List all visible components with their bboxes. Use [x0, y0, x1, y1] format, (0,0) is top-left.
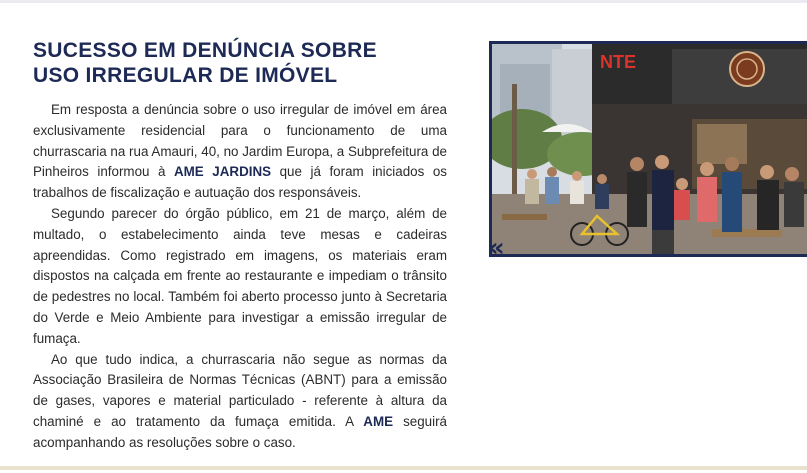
double-chevron-left-icon: « — [488, 233, 505, 263]
article-title-line-2: USO IRREGULAR DE IMÓVEL — [33, 64, 338, 87]
ame-highlight: AME — [363, 413, 394, 429]
article-paragraph-1 — [33, 100, 447, 204]
article-title-line-1: SUCESSO EM DENÚNCIA SOBRE — [33, 39, 377, 62]
article-title — [33, 38, 463, 88]
gallery-photo[interactable] — [489, 41, 807, 257]
paragraph-text: que já foram iniciados os trabalhos de fiscalização e autuação dos responsáveis. — [33, 164, 447, 201]
article-paragraph-3 — [33, 350, 447, 454]
restaurant-sign: NTE — [600, 52, 636, 72]
article-paragraph-2: Segundo parecer do órgão público, em 21 de março, além de multado, o estabelecimento ainda teve mesas e cadeiras apreendidas. Como registrado em imagens, os materiais eram dispostos na calçada em frente ao restaurante e impediam o trânsito de pedestres no local. Também foi aberto processo junto à Secretaria do Verde e Meio Ambiente para investigar a emissão irregular de fumaça. — [33, 205, 447, 346]
paragraph-text: seguirá acompanhando as resoluções sobre o caso. — [33, 413, 447, 450]
bottom-divider — [0, 466, 807, 470]
article-body — [33, 100, 447, 454]
top-divider — [0, 0, 807, 3]
restaurant-photo-illustration — [492, 44, 807, 254]
paragraph-text: Ao que tudo indica, a churrascaria não segue as normas da Associação Brasileira de Normas Técnicas (ABNT) para a emissão de gases, vapores e material particulado - referente à altura da chaminé e ao tratamento da fumaça emitida. A — [33, 351, 447, 429]
gallery-prev-button[interactable] — [488, 235, 505, 261]
ame-jardins-highlight: AME JARDINS — [173, 164, 272, 180]
paragraph-text: Em resposta a denúncia sobre o uso irregular de imóvel em área exclusivamente residencial para o funcionamento de uma churrascaria na rua Amauri, 40, no Jardim Europa, a Subprefeitura de Pinheiros informou à — [33, 102, 447, 180]
